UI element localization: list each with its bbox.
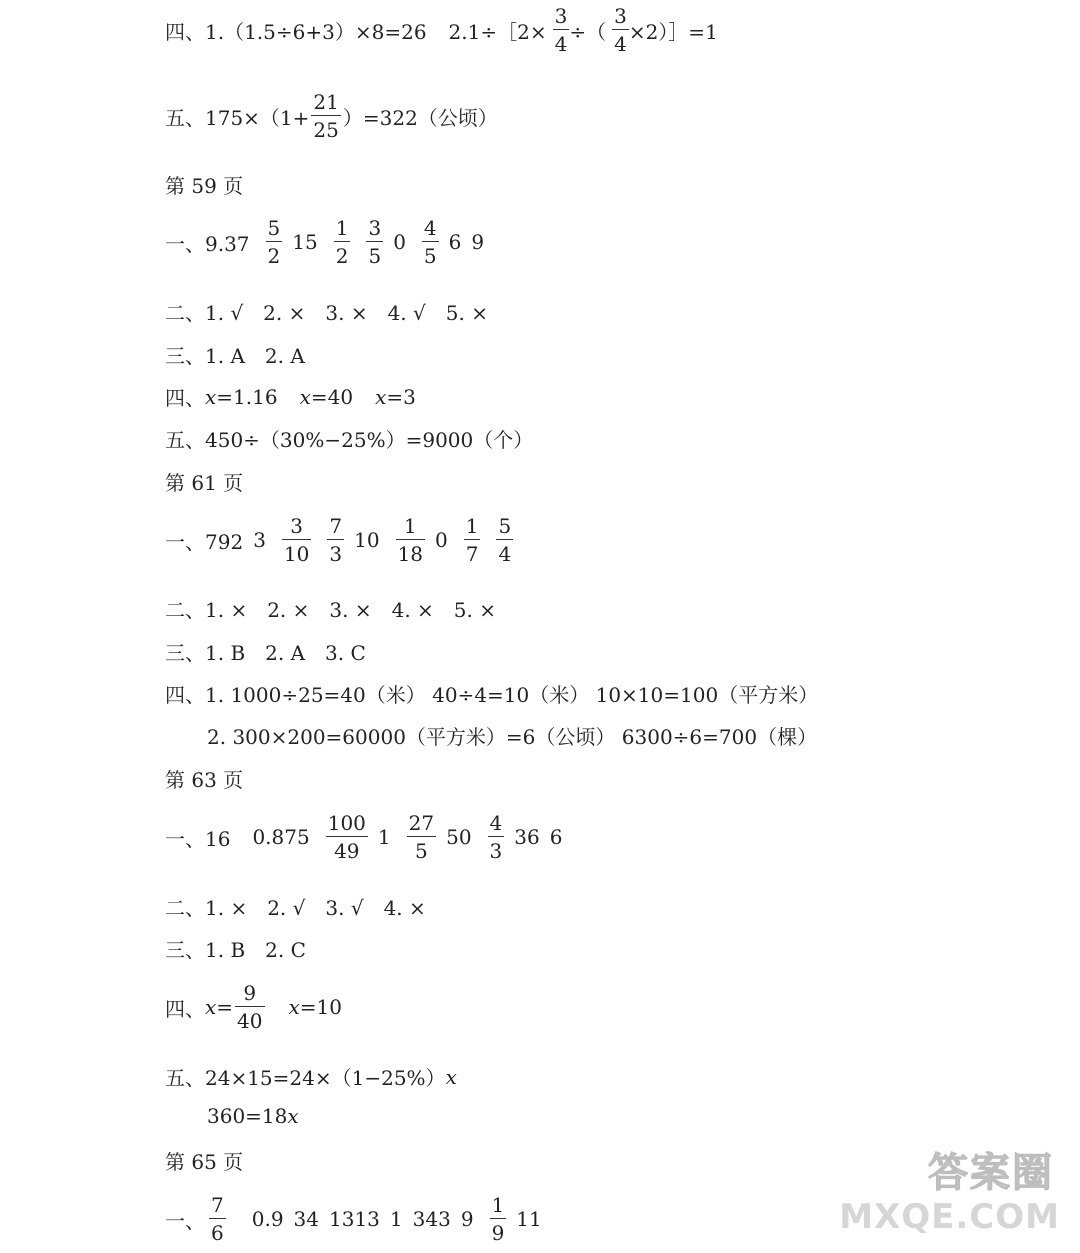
fraction: $\frac{27}{5}$ [408,811,435,863]
answer-line-p59-wu: 五、450÷（30%−25%）=9000（个） [165,428,534,452]
fraction: $\frac{1}{9}$ [491,1193,505,1245]
fraction: $\frac{4}{3}$ [489,811,503,863]
answer-line-p63-san: 三、1. B 2. C [165,938,306,962]
answer-line-p63-yi: 一、16 0.875 $\frac{100}{49}$ 1 $\frac{27}{5}$ 50 $\frac{4}{3}$ 36 6 [165,811,563,863]
fraction: $\frac{5}{2}$ [267,216,281,268]
answer-line-p59-san: 三、1. A 2. A [165,344,305,368]
watermark-logo [839,1150,1072,1243]
fraction: $\frac{3}{4}$ [614,4,627,56]
fraction: $\frac{9}{40}$ [237,981,263,1033]
answer-line-p61-si-1: 四、1. 1000÷25=40（米） 40÷4=10（米） 10×10=100（平方米） [165,683,819,707]
fraction: $\frac{1}{18}$ [397,514,424,566]
page-header-61: 第 61 页 [165,471,244,495]
fraction: $\frac{3}{5}$ [368,216,382,268]
answer-line-p59-yi: 一、9.37 $\frac{5}{2}$ 15 $\frac{1}{2}$ $\frac{3}{5}$ 0 $\frac{4}{5}$ 6 9 [165,216,485,268]
fraction: $\frac{1}{7}$ [465,514,479,566]
fraction: $\frac{7}{6}$ [211,1193,224,1245]
page-header-65: 第 65 页 [165,1150,244,1174]
answer-line-p57-wu: 五、175×（1+ $\frac{21}{25}$ ）=322（公顷） [165,90,498,142]
page-header-59: 第 59 页 [165,174,244,198]
answer-line-p65-yi: 一、 $\frac{7}{6}$ 0.9 34 1313 1 343 9 $\frac{1}{9}$ 11 [165,1193,542,1245]
answer-line-p61-si-2: 2. 300×200=60000（平方米）=6（公顷） 6300÷6=700（棵） [207,725,818,749]
fraction: $\frac{1}{2}$ [335,216,349,268]
answer-line-p63-wu-2: 360=18 x [207,1104,299,1128]
fraction: $\frac{21}{25}$ [313,90,339,142]
watermark-text: 答案圈 [928,1150,1054,1196]
fraction: $\frac{4}{5}$ [423,216,437,268]
answer-line-p61-er: 二、1. × 2. × 3. × 4. × 5. × [165,598,496,622]
answer-line-p57-si: 四、1.（1.5÷6+3）×8=26 2.1÷［2× $\frac{3}{4}$ ÷（ $\frac{3}{4}$ ×2）］=1 [165,4,718,56]
answer-line-p63-wu-1: 五、24×15=24×（1−25%） x [165,1064,457,1090]
fraction: $\frac{3}{4}$ [554,4,568,56]
fraction: $\frac{3}{10}$ [283,514,310,566]
answer-line-p63-si: 四、 x = $\frac{9}{40}$ x =10 [165,981,342,1033]
fraction: $\frac{7}{3}$ [329,514,343,566]
answer-line-p59-si: 四、 x =1.16 x =40 x =3 [165,384,416,410]
answer-line-p61-san: 三、1. B 2. A 3. C [165,641,366,665]
fraction: $\frac{5}{4}$ [498,514,512,566]
page-header-63: 第 63 页 [165,768,244,792]
fraction: $\frac{100}{49}$ [327,811,366,863]
watermark-domain: MXQE.COM [839,1197,1060,1237]
answer-line-p59-er: 二、1. √ 2. × 3. × 4. √ 5. × [165,301,488,325]
answer-line-p61-yi: 一、792 3 $\frac{3}{10}$ $\frac{7}{3}$ 10 $\frac{1}{18}$ 0 $\frac{1}{7}$ $\frac{5}{4}$ [165,514,512,566]
answer-line-p63-er: 二、1. × 2. √ 3. √ 4. × [165,896,426,920]
